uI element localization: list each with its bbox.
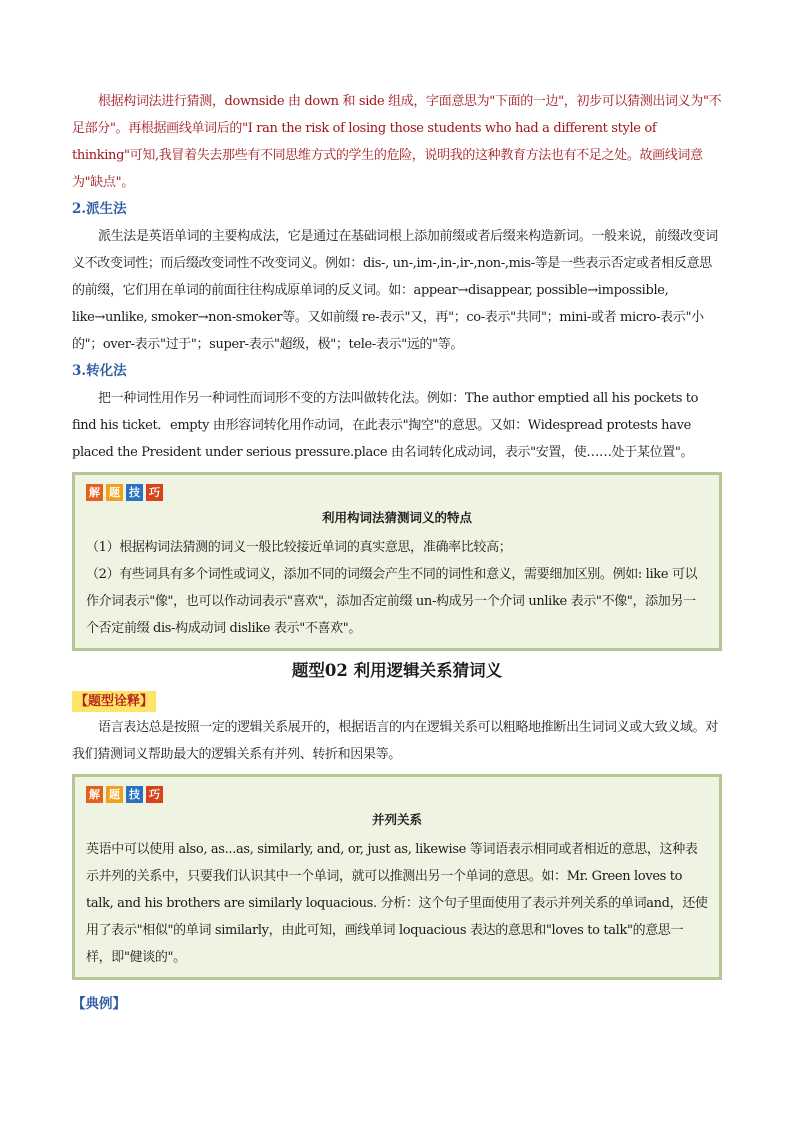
badge-char-2: 题 [106, 484, 123, 501]
intro-paragraph: 根据构词法进行猜测，downside 由 down 和 side 组成，字面意思为"下面的一边"，初步可以猜测出词义为"不足部分"。再根据画线单词后的"I ran the risk of losing those students who had a different style of thinking"可知,我冒着失去那些有不同思维方式的学生的危险，说明我的这种教育方法也有不足之处。故画线词意为"缺点"。 [72, 94, 722, 190]
badge-char-3: 技 [126, 786, 143, 803]
tip-point-2: （2）有些词具有多个词性或词义，添加不同的词缀会产生不同的词性和意义，需要细加区别。例如: like 可以作介词表示"像"，也可以作动词表示"喜欢"，添加否定前缀 un-构成另一个介词 unlike 表示"不像"，添加另一个否定前缀 dis-构成动词 dislike 表示"不喜欢"。 [86, 567, 698, 636]
badge-char-1: 解 [86, 484, 103, 501]
parallel-paragraph: 英语中可以使用 also, as...as, similarly, and, or, just as, likewise 等词语表示相同或者相近的意思，这种表示并列的关系中，只要我们认识其中一个单词，就可以推测出另一个单词的意思。如：Mr. Green loves to talk, and his brothers are similarly loquacious. 分析：这个句子里面使用了表示并列关系的单词and，还使用了表示"相似"的单词 similarly，由此可知，画线单词 loquacious 表达的意思和"loves to talk"的意思一样，即"健谈的"。 [86, 842, 708, 965]
badge-char-2: 题 [106, 786, 123, 803]
document-page [72, 88, 722, 1016]
example-tag: 【典例】 [72, 996, 126, 1012]
heading-derivation: 2.派生法 [72, 201, 127, 217]
section-title: 题型02 利用逻辑关系猜词义 [291, 661, 503, 680]
tips-badge [86, 786, 708, 803]
badge-char-3: 技 [126, 484, 143, 501]
badge-char-1: 解 [86, 786, 103, 803]
tip-point-1: （1）根据构词法猜测的词义一般比较接近单词的真实意思，准确率比较高； [86, 540, 512, 555]
derivation-paragraph: 派生法是英语单词的主要构成法，它是通过在基础词根上添加前缀或者后缀来构造新词。一般来说，前缀改变词义不改变词性；而后缀改变词性不改变词义。例如：dis-, un-,im-,in-,ir-,non-,mis-等是一些表示否定或者相反意思的前缀，它们用在单词的前面往往构成原单词的反义词。如：appear→disappear, possible→impossible, like→unlike, smoker→non-smoker等。又如前缀 re-表示"又，再"；co-表示"共同"；mini-或者 micro-表示"小的"；over-表示"过于"；super-表示"超级，极"；tele-表示"远的"等。 [72, 229, 718, 352]
heading-conversion: 3.转化法 [72, 363, 127, 379]
tip-box-word-formation [72, 472, 722, 651]
conversion-paragraph: 把一种词性用作另一种词性而词形不变的方法叫做转化法。例如：The author emptied all his pockets to find his ticket．empty 由形容词转化用作动词，在此表示"掏空"的意思。又如：Widespread protests have placed the President under serious pressure.place 由名词转化成动词，表示"安置，使……处于某位置"。 [72, 391, 699, 460]
explain-paragraph: 语言表达总是按照一定的逻辑关系展开的，根据语言的内在逻辑关系可以粗略地推断出生词词义或大致义域。对我们猜测词义帮助最大的逻辑关系有并列、转折和因果等。 [72, 720, 718, 762]
badge-char-4: 巧 [146, 484, 163, 501]
badge-char-4: 巧 [146, 786, 163, 803]
tips-badge [86, 484, 708, 501]
tip-box-parallel [72, 774, 722, 980]
tip-box-title: 利用构词法猜测词义的特点 [321, 510, 472, 525]
explain-tag: 【题型诠释】 [72, 691, 156, 712]
tip-box-title: 并列关系 [371, 812, 422, 827]
